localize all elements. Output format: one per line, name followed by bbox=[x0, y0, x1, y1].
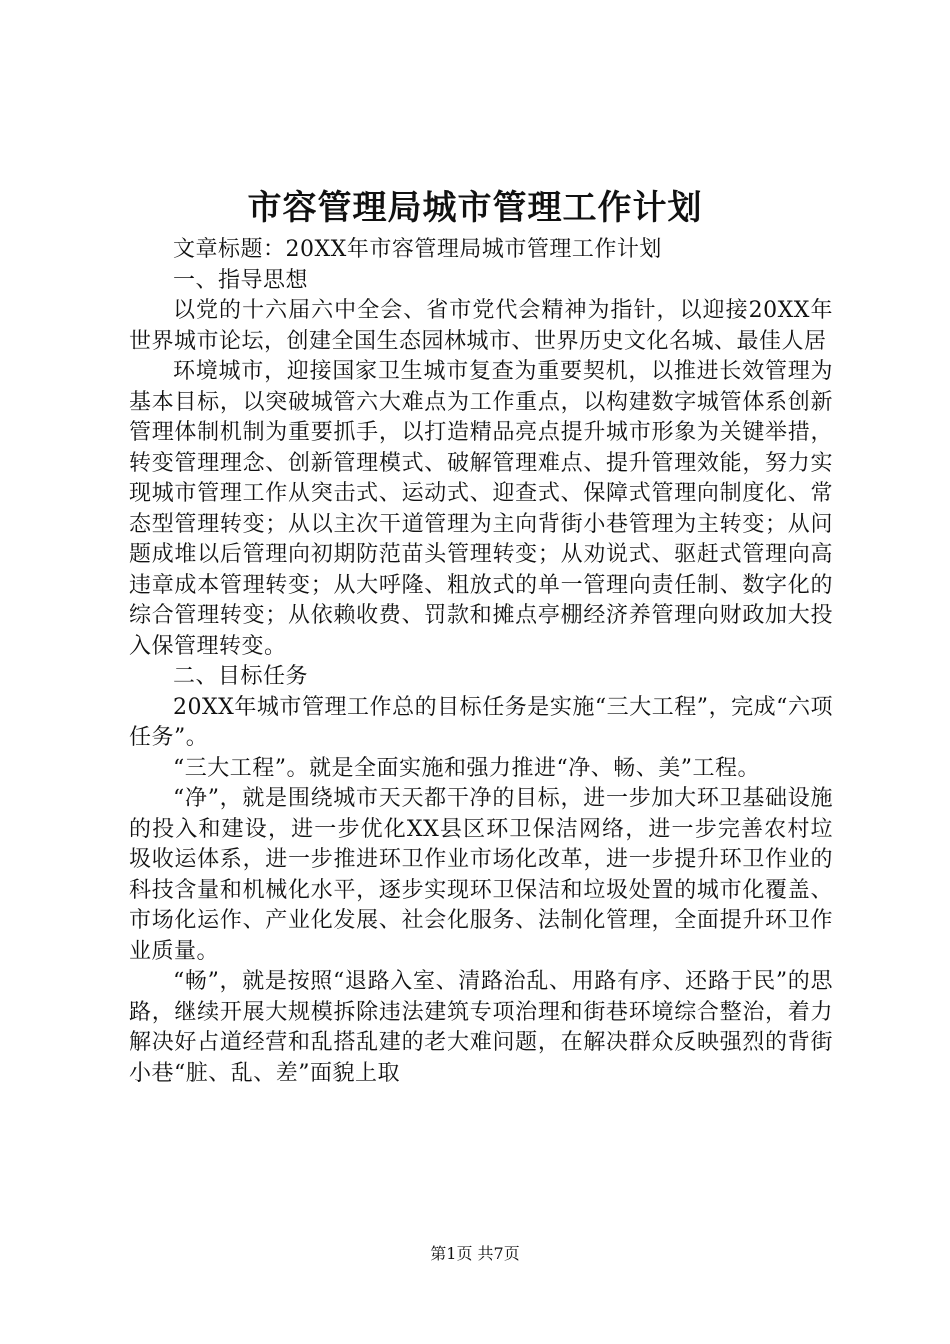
paragraph: “畅”，就是按照“退路入室、清路治乱、用路有序、还路于民”的思路，继续开展大规模拆除违法建筑专项治理和街巷环境综合整治，着力解决好占道经营和乱搭乱建的老大难问题，在解决群众反映强烈的背街小巷“脏、乱、差”面貌上取 bbox=[129, 969, 833, 1086]
paragraph: 环境城市，迎接国家卫生城市复查为重要契机，以推进长效管理为基本目标，以突破城管六大难点为工作重点，以构建数字城管体系创新管理体制机制为重要抓手，以打造精品亮点提升城市形象为关键举措，转变管理理念、创新管理模式、破解管理难点、提升管理效能，努力实现城市管理工作从突击式、运动式、迎查式、保障式管理向制度化、常态型管理转变；从以主次干道管理为主向背街小巷管理为主转变；从问题成堆以后管理向初期防范苗头管理转变；从劝说式、驱赶式管理向高违章成本管理转变；从大呼隆、粗放式的单一管理向责任制、数字化的综合管理转变；从依赖收费、罚款和摊点亭棚经济养管理向财政加大投入保管理转变。 bbox=[129, 359, 833, 659]
heading-goals-tasks: 二、目标任务 bbox=[173, 664, 309, 689]
document-title: 市容管理局城市管理工作计划 bbox=[247, 188, 703, 228]
paragraph: 以党的十六届六中全会、省市党代会精神为指针，以迎接20XX年世界城市论坛，创建全国生态园林城市、世界历史文化名城、最佳人居 bbox=[129, 298, 833, 354]
heading-guiding-ideology: 一、指导思想 bbox=[173, 267, 309, 293]
document-body bbox=[129, 235, 833, 1089]
page-footer: 第1页 共7页 bbox=[430, 1244, 520, 1263]
paragraph-article-title: 文章标题：20XX年市容管理局城市管理工作计划 bbox=[173, 237, 662, 262]
paragraph: 20XX年城市管理工作总的目标任务是实施“三大工程”，完成“六项任务”。 bbox=[129, 694, 833, 750]
paragraph: “净”，就是围绕城市天天都干净的目标，进一步加大环卫基础设施的投入和建设，进一步优化XX县区环卫保洁网络，进一步完善农村垃圾收运体系，进一步推进环卫作业市场化改革，进一步提升环卫作业的科技含量和机械化水平，逐步实现环卫保洁和垃圾处置的城市化覆盖、市场化运作、产业化发展、社会化服务、法制化管理，全面提升环卫作业质量。 bbox=[129, 786, 833, 964]
paragraph: “三大工程”。就是全面实施和强力推进“净、畅、美”工程。 bbox=[173, 755, 760, 781]
